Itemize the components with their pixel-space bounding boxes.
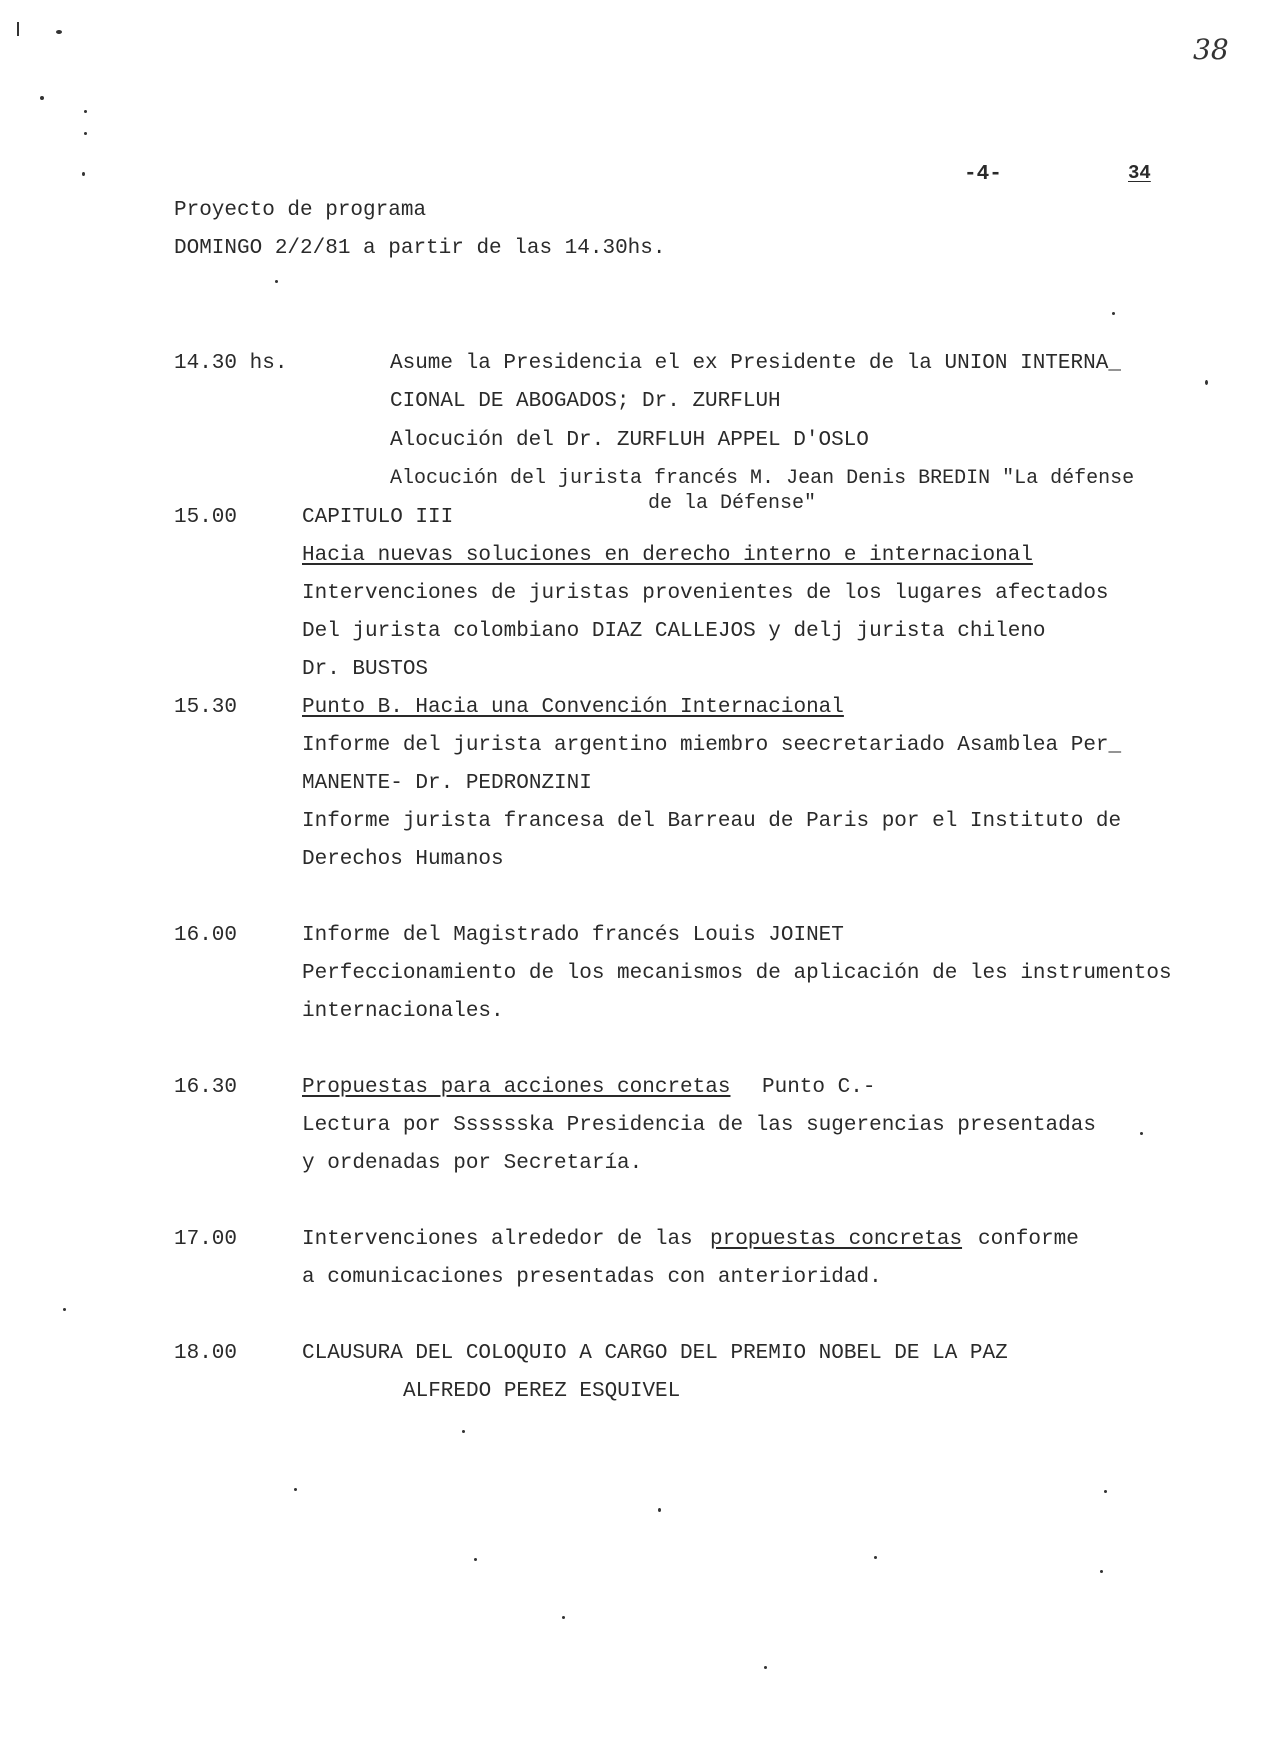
scan-speck <box>84 132 87 135</box>
time-1600: 16.00 <box>174 924 238 947</box>
item-text: CLAUSURA DEL COLOQUIO A CARGO DEL PREMIO NOBEL DE LA PAZ <box>302 1342 1008 1365</box>
section-heading: Hacia nuevas soluciones en derecho interno e internacional <box>302 544 1033 567</box>
time-1500: 15.00 <box>174 506 238 529</box>
item-text: internacionales. <box>302 1000 504 1023</box>
item-text: Derechos Humanos <box>302 848 504 871</box>
scan-speck <box>1104 1490 1107 1493</box>
chapter-heading: CAPITULO III <box>302 506 454 529</box>
scan-speck <box>1100 1570 1103 1573</box>
item-text: Informe del Magistrado francés Louis JOINET <box>302 924 844 947</box>
item-text: Intervenciones de juristas provenientes de los lugares afectados <box>302 582 1109 605</box>
item-text-underlined: propuestas concretas <box>710 1228 963 1251</box>
scan-speck <box>275 280 278 283</box>
item-text: Intervenciones alrededor de las <box>302 1228 693 1251</box>
time-1530: 15.30 <box>174 696 238 719</box>
scan-speck <box>1140 1132 1143 1135</box>
scan-speck <box>1112 312 1115 315</box>
item-text: MANENTE- Dr. PEDRONZINI <box>302 772 592 795</box>
scan-speck <box>562 1616 565 1619</box>
scan-speck <box>764 1666 767 1669</box>
page-label: -4- <box>964 163 1002 186</box>
scan-speck <box>462 1430 465 1433</box>
scan-speck <box>82 172 85 176</box>
item-text: Informe del jurista argentino miembro seecretariado Asamblea Per_ <box>302 734 1122 757</box>
item-text: ALFREDO PEREZ ESQUIVEL <box>403 1380 681 1403</box>
scan-speck <box>40 96 44 100</box>
item-text: Lectura por Sssssska Presidencia de las sugerencias presentadas <box>302 1114 1096 1137</box>
scan-speck <box>63 1308 66 1311</box>
folio-number: 34 <box>1128 162 1151 184</box>
item-text: Dr. BUSTOS <box>302 658 429 681</box>
item-text: Alocución del jurista francés M. Jean Denis BREDIN "La défense <box>390 467 1135 490</box>
document-title: Proyecto de programa <box>174 199 427 222</box>
item-text: Alocución del Dr. ZURFLUH APPEL D'OSLO <box>390 429 869 452</box>
item-text: Informe jurista francesa del Barreau de Paris por el Instituto de <box>302 810 1122 833</box>
scan-speck <box>474 1558 477 1561</box>
item-text: de la Défense" <box>648 492 817 515</box>
time-1800: 18.00 <box>174 1342 238 1365</box>
time-1700: 17.00 <box>174 1228 238 1251</box>
document-date: DOMINGO 2/2/81 a partir de las 14.30hs. <box>174 237 666 260</box>
time-1630: 16.30 <box>174 1076 238 1099</box>
scan-mark <box>17 22 19 36</box>
section-heading: Propuestas para acciones concretas <box>302 1076 731 1099</box>
scan-speck <box>56 30 62 34</box>
item-text: Perfeccionamiento de los mecanismos de aplicación de les instrumentos <box>302 962 1172 985</box>
handwritten-page-number: 38 <box>1193 33 1229 66</box>
item-text: y ordenadas por Secretaría. <box>302 1152 643 1175</box>
scan-speck <box>658 1508 661 1512</box>
scan-speck <box>874 1556 877 1559</box>
item-text: Asume la Presidencia el ex Presidente de la UNION INTERNA_ <box>390 352 1121 375</box>
scan-speck <box>294 1488 297 1491</box>
time-1430: 14.30 hs. <box>174 352 288 375</box>
item-text: conforme <box>978 1228 1079 1251</box>
item-text: a comunicaciones presentadas con anterioridad. <box>302 1266 882 1289</box>
section-heading: Punto B. Hacia una Convención Internacional <box>302 696 844 719</box>
item-text: CIONAL DE ABOGADOS; Dr. ZURFLUH <box>390 390 781 413</box>
scan-speck <box>84 110 87 113</box>
item-text: Del jurista colombiano DIAZ CALLEJOS y delj jurista chileno <box>302 620 1046 643</box>
item-text: Punto C.- <box>762 1076 876 1099</box>
scan-speck <box>1205 380 1208 385</box>
